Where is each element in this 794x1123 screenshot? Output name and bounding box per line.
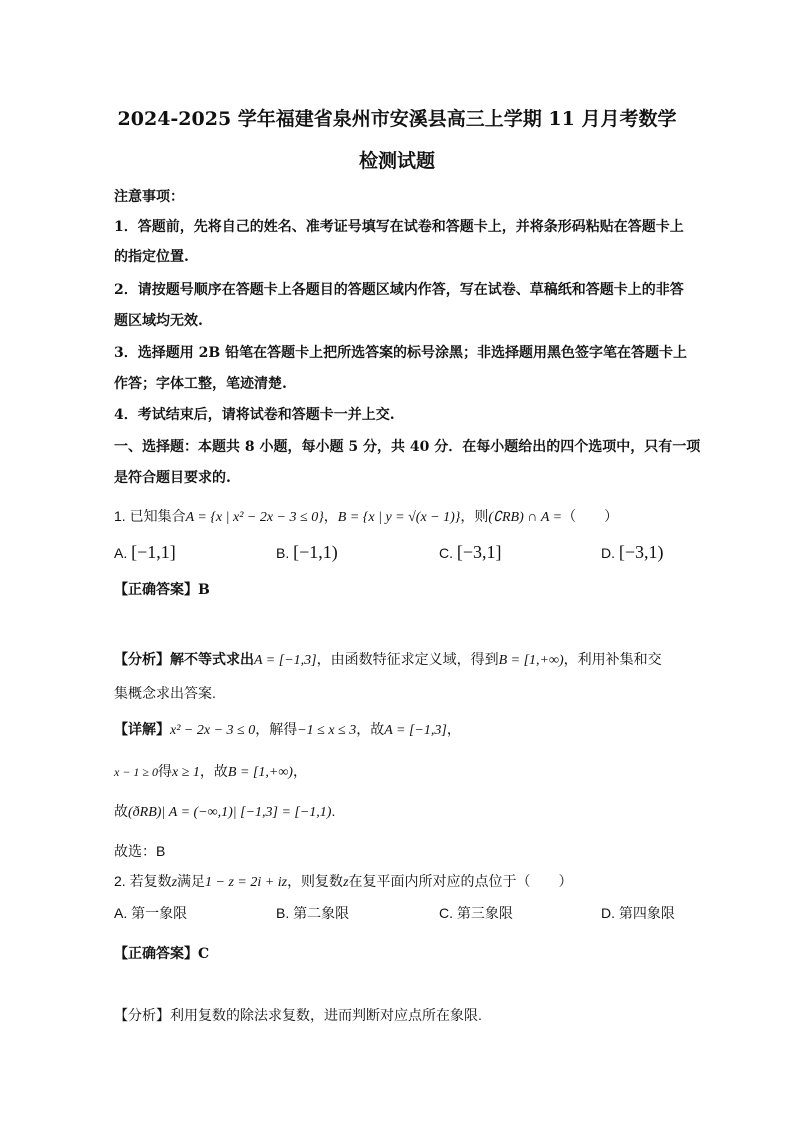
q2-rest2: 在复平面内所对应的点位于（ ）: [348, 873, 573, 889]
q1-set-a: A = {x | x² − 2x − 3 ≤ 0}: [185, 510, 324, 525]
section1-line-1: 一、选择题：本题共 8 小题，每小题 5 分，共 40 分．在每小题给出的四个选项中，只有一项: [114, 439, 701, 455]
q1-analysis-text3: ，利用补集和交: [563, 651, 662, 667]
q1-answer: 【正确答案】B: [114, 582, 210, 598]
q2-analysis-text: 【分析】利用复数的除法求复数，进而判断对应点所在象限.: [114, 1007, 482, 1023]
q1-detail3-expr: (ðRB)| A = (−∞,1)| [−1,3] = [−1,1): [128, 805, 332, 820]
q1-detail3-text: 故: [114, 803, 128, 819]
notice-2b: 题区域均无效.: [114, 313, 203, 329]
q2-prefix: 2. 若复数: [114, 873, 172, 889]
q1-analysis-text2: ，由函数特征求定义域，得到: [316, 651, 499, 667]
q1-detail-ineq: x² − 2x − 3 ≤ 0: [170, 723, 256, 738]
q2-option-a: A. 第一象限: [114, 905, 188, 921]
q1-option-c-letter: C.: [439, 545, 453, 561]
q1-option-a-letter: A.: [114, 545, 128, 561]
notice-1a: 1．答题前，先将自己的姓名、准考证号填写在试卷和答题卡上，并将条形码粘贴在答题卡上: [114, 219, 684, 235]
q1-paren: （ ）: [562, 508, 619, 524]
q1-analysis-b: B = [1,+∞): [498, 653, 564, 668]
q1-analysis: [114, 650, 684, 670]
notice-heading: 注意事项：: [114, 189, 184, 205]
q1-detail2-text1: 得: [158, 763, 173, 779]
q1-option-d-value: [−3,1): [618, 542, 664, 562]
notice-3a: 3．选择题用 2B 铅笔在答题卡上把所选答案的标号涂黑；非选择题用黑色签字笔在答题卡上: [114, 345, 688, 361]
q1-option-b-value: [−1,1): [293, 542, 338, 562]
q1-prefix: 1. 已知集合: [114, 508, 186, 524]
q1-option-c: [439, 543, 502, 562]
q1-option-a-value: [−1,1]: [131, 542, 176, 562]
q2-equation: 1 − z = 2i + iz: [205, 875, 288, 890]
notice-3b: 作答；字体工整，笔迹清楚.: [114, 376, 287, 392]
section1-line-2: 是符合题目要求的.: [114, 470, 231, 486]
q2-option-c: C. 第三象限: [439, 905, 513, 921]
q1-detail2-x: x ≥ 1: [172, 765, 200, 780]
title-line-1: 2024-2025 学年福建省泉州市安溪县高三上学期 11 月月考数学: [117, 108, 677, 130]
q1-set-b: B = {x | y = √(x − 1)}: [337, 510, 461, 525]
question-1: 1. 已知集合A = {x | x² − 2x − 3 ≤ 0}，B = {x | y = √(x − 1)}，则(∁RB) ∩ A =（ ）: [114, 508, 619, 525]
q2-answer: 【正确答案】C: [114, 946, 210, 962]
q1-detail-range: −1 ≤ x ≤ 3: [297, 723, 357, 738]
q1-detail-comma: ，: [446, 721, 461, 737]
q1-option-c-value: [−3,1]: [456, 542, 502, 562]
q1-detail-text1: ，解得: [255, 721, 298, 737]
q2-rest: ，则复数: [287, 873, 344, 889]
q1-detail-1: [114, 720, 684, 740]
q1-detail2-setb: B = [1,+∞): [227, 765, 293, 780]
q1-analysis-a: A = [−1,3]: [254, 653, 317, 668]
q2-option-b: B. 第二象限: [276, 905, 350, 921]
q1-expr: (∁RB) ∩ A =: [488, 510, 563, 525]
q2-z-2: z: [343, 875, 349, 890]
q2-option-d: D. 第四象限: [601, 905, 675, 921]
q1-detail2-ineq: x − 1 ≥ 0: [114, 765, 159, 779]
q1-choose: 故选：B: [114, 843, 166, 859]
notice-1b: 的指定位置.: [114, 249, 189, 265]
q2-z: z: [171, 875, 178, 890]
q1-analysis-text1: 【分析】解不等式求出: [114, 651, 254, 667]
q1-option-b-letter: B.: [276, 545, 290, 561]
q1-detail2-text2: ，故: [199, 763, 228, 779]
q1-option-d: [601, 543, 664, 562]
q1-option-d-letter: D.: [601, 545, 615, 561]
q1-option-b: [276, 543, 338, 562]
q1-detail-text2: ，故: [356, 721, 385, 737]
q1-ask: ，则: [460, 508, 489, 524]
q1-detail-seta: A = [−1,3]: [384, 723, 447, 738]
q1-detail2-comma: ，: [292, 763, 307, 779]
q2-analysis: [114, 1006, 684, 1024]
q1-detail-3: [114, 802, 684, 822]
q1-analysis-line2: 集概念求出答案.: [114, 685, 216, 701]
notice-2a: 2．请按题号顺序在答题卡上各题目的答题区域内作答，写在试卷、草稿纸和答题卡上的非答: [114, 282, 684, 298]
question-2: [114, 872, 684, 892]
title-line-2: 检测试题: [358, 150, 435, 172]
q2-cond: 满足: [177, 873, 206, 889]
q1-detail3-period: .: [331, 803, 336, 819]
q1-detail-label: 【详解】: [114, 721, 170, 737]
q1-option-a: [114, 543, 176, 562]
q1-detail-2: [114, 762, 684, 782]
notice-4: 4．考试结束后，请将试卷和答题卡一并上交.: [114, 407, 395, 423]
